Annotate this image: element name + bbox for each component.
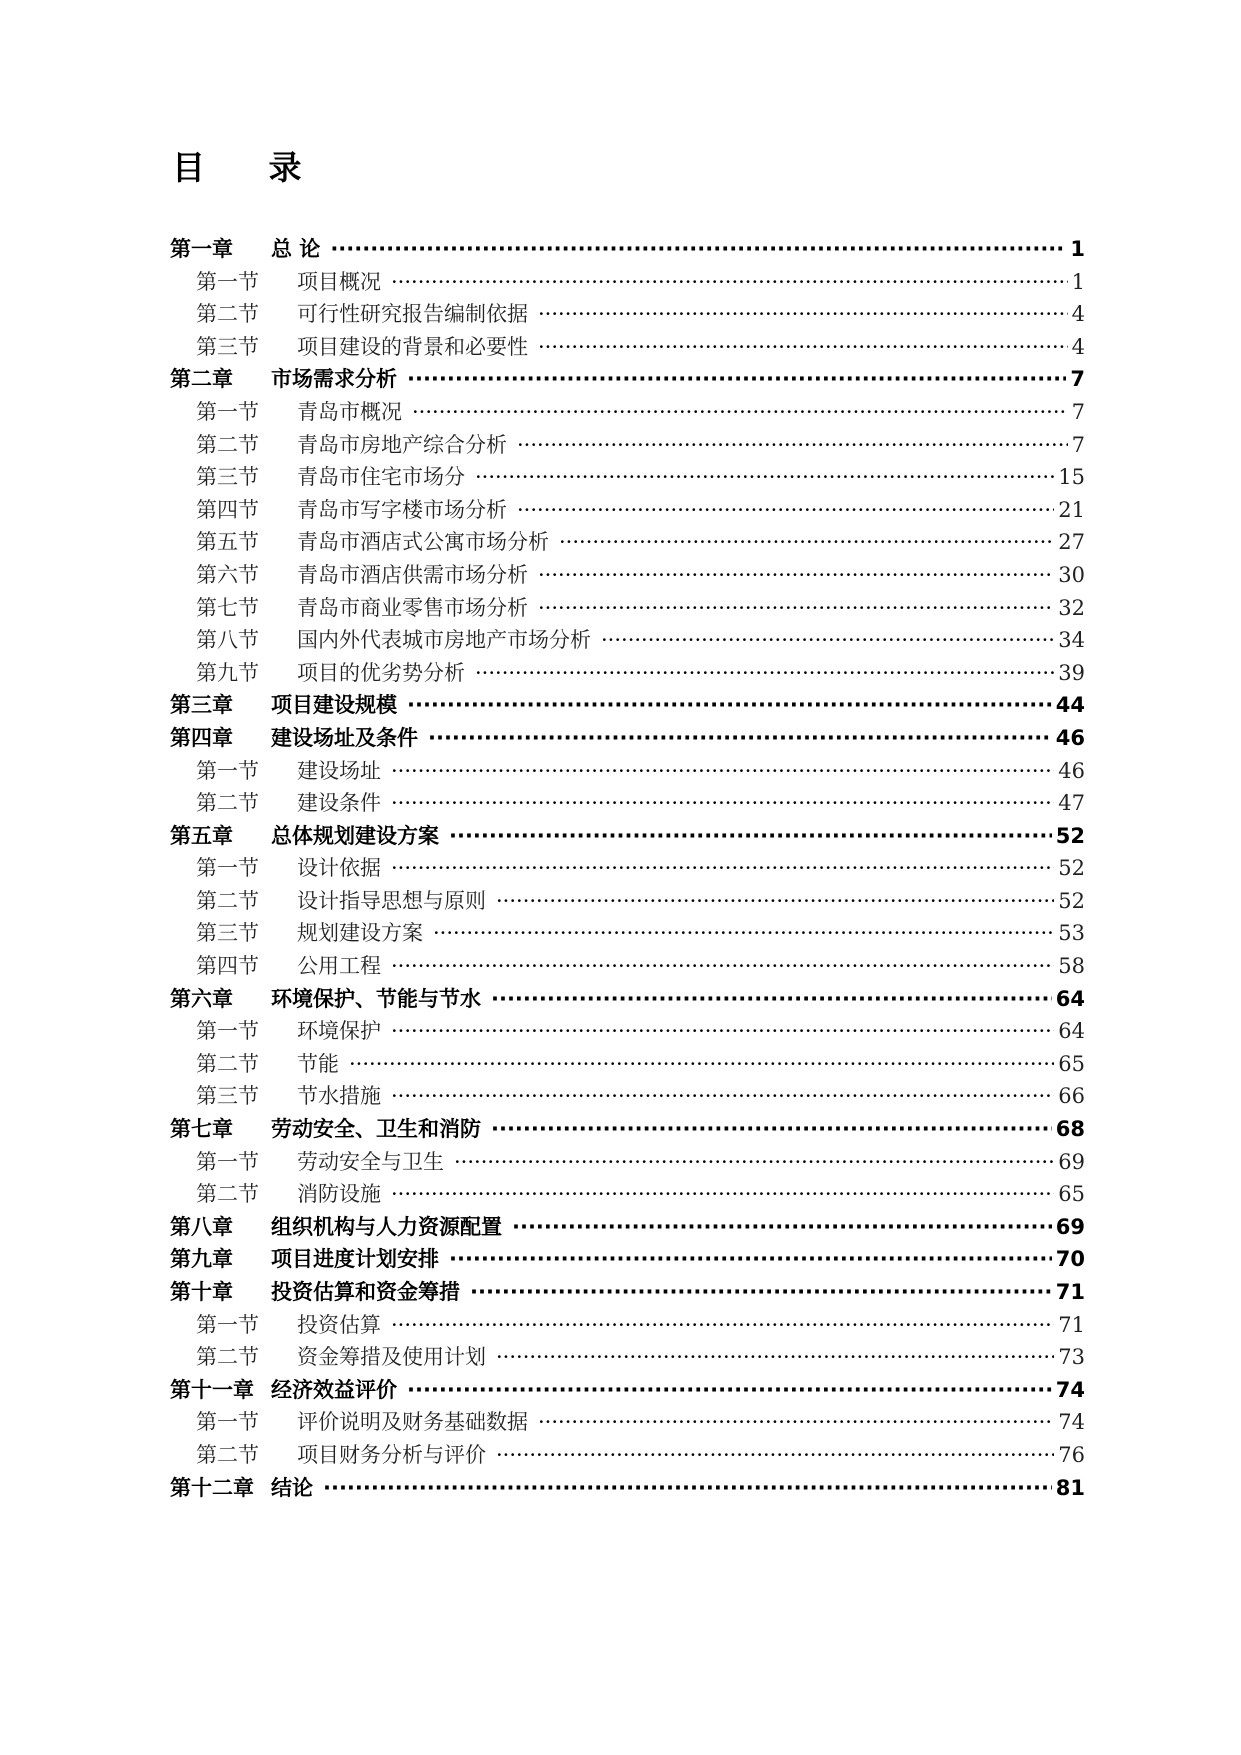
toc-page-number: 73 (1058, 1345, 1085, 1370)
toc-page-number: 4 (1071, 334, 1085, 359)
toc-dot-leader (412, 400, 1068, 424)
toc-dot-leader (491, 987, 1052, 1011)
toc-entry-title: 环境保护 (297, 1019, 381, 1044)
toc-section-entry[interactable] (170, 787, 1085, 820)
toc-entry-number: 第九节 (196, 660, 259, 685)
toc-chapter-entry[interactable] (170, 722, 1085, 755)
toc-dot-leader (407, 1378, 1052, 1402)
toc-page-number: 21 (1058, 497, 1085, 522)
toc-chapter-entry[interactable] (170, 1276, 1085, 1309)
toc-entry-number: 第二节 (196, 1182, 259, 1207)
toc-entry-number: 第二节 (196, 1345, 259, 1370)
toc-entry-title: 总体规划建设方案 (271, 823, 439, 848)
toc-entry-number: 第一节 (196, 1410, 259, 1435)
toc-page-number: 69 (1055, 1214, 1085, 1239)
toc-section-entry[interactable] (170, 1341, 1085, 1374)
toc-chapter-entry[interactable] (170, 820, 1085, 853)
toc-section-entry[interactable] (170, 1406, 1085, 1439)
toc-dot-leader (349, 1052, 1054, 1076)
toc-entry-title: 国内外代表城市房地产市场分析 (297, 628, 591, 653)
toc-section-entry[interactable] (170, 298, 1085, 331)
toc-chapter-entry[interactable] (170, 983, 1085, 1016)
toc-dot-leader (496, 1443, 1054, 1467)
toc-entry-number: 第七节 (196, 595, 259, 620)
toc-section-entry[interactable] (170, 266, 1085, 299)
toc-page-number: 4 (1071, 302, 1085, 327)
toc-dot-leader (407, 693, 1052, 717)
toc-page-number: 15 (1058, 465, 1085, 490)
toc-entry-title: 公用工程 (297, 954, 381, 979)
toc-entry-number: 第三章 (170, 693, 233, 718)
page-title: 目 录 (172, 148, 328, 187)
toc-entry-title: 结论 (271, 1475, 313, 1500)
toc-dot-leader (391, 270, 1068, 294)
toc-page-number: 7 (1070, 367, 1085, 392)
toc-section-entry[interactable] (170, 950, 1085, 983)
toc-entry-number: 第三节 (196, 921, 259, 946)
toc-entry-number: 第二节 (196, 791, 259, 816)
toc-entry-title: 青岛市商业零售市场分析 (297, 595, 528, 620)
toc-entry-title: 项目建设规模 (271, 693, 397, 718)
toc-dot-leader (559, 530, 1054, 554)
toc-dot-leader (449, 1247, 1052, 1271)
toc-dot-leader (517, 498, 1054, 522)
toc-entry-number: 第八章 (170, 1214, 233, 1239)
toc-dot-leader (407, 367, 1066, 391)
toc-entry-title: 规划建设方案 (297, 921, 423, 946)
toc-page-number: 70 (1055, 1247, 1085, 1272)
toc-section-entry[interactable] (170, 1146, 1085, 1179)
toc-dot-leader (538, 596, 1054, 620)
toc-entry-title: 项目进度计划安排 (271, 1247, 439, 1272)
toc-entry-number: 第四节 (196, 954, 259, 979)
toc-entry-number: 第十章 (170, 1280, 233, 1304)
toc-page-number: 81 (1055, 1475, 1085, 1500)
toc-entry-number: 第二节 (196, 302, 259, 327)
toc-entry-number: 第三节 (196, 465, 259, 490)
toc-dot-leader (538, 335, 1068, 359)
toc-entry-title: 项目建设的背景和必要性 (297, 334, 528, 359)
toc-page-number: 7 (1071, 432, 1085, 457)
toc-entry-title: 市场需求分析 (271, 367, 397, 392)
toc-entry-title: 投资估算和资金筹措 (271, 1280, 460, 1304)
toc-section-entry[interactable] (170, 624, 1085, 657)
toc-entry-title: 组织机构与人力资源配置 (271, 1214, 502, 1239)
toc-section-entry[interactable] (170, 1309, 1085, 1342)
toc-entry-number: 第二节 (196, 1442, 259, 1467)
toc-dot-leader (391, 791, 1054, 815)
toc-chapter-entry[interactable] (170, 363, 1085, 396)
toc-page-number: 1 (1071, 269, 1085, 294)
toc-chapter-entry[interactable] (170, 233, 1085, 266)
toc-entry-title: 青岛市概况 (297, 399, 402, 424)
toc-page-number: 66 (1058, 1084, 1085, 1109)
toc-entry-title: 建设场址 (297, 758, 381, 783)
toc-page-number: 52 (1058, 856, 1085, 881)
toc-dot-leader (491, 1117, 1052, 1141)
toc-chapter-entry[interactable] (170, 1211, 1085, 1244)
toc-section-entry[interactable] (170, 885, 1085, 918)
toc-page-number: 27 (1058, 530, 1085, 555)
toc-page-number: 71 (1055, 1280, 1085, 1304)
toc-dot-leader (496, 889, 1054, 913)
toc-dot-leader (470, 1280, 1052, 1304)
toc-page-number: 44 (1055, 693, 1085, 718)
toc-page-number: 58 (1058, 954, 1085, 979)
toc-section-entry[interactable] (170, 461, 1085, 494)
toc-page-number: 34 (1058, 628, 1085, 653)
toc-section-entry[interactable] (170, 592, 1085, 625)
toc-section-entry[interactable] (170, 331, 1085, 364)
toc-entry-number: 第一节 (196, 856, 259, 881)
toc-entry-number: 第三节 (196, 334, 259, 359)
toc-dot-leader (330, 237, 1066, 261)
toc-dot-leader (433, 921, 1054, 945)
toc-dot-leader (601, 628, 1054, 652)
toc-section-entry[interactable] (170, 494, 1085, 527)
toc-entry-title: 项目财务分析与评价 (297, 1442, 486, 1467)
toc-dot-leader (391, 856, 1054, 880)
toc-section-entry[interactable] (170, 396, 1085, 429)
toc-entry-title: 青岛市写字楼市场分析 (297, 497, 507, 522)
toc-entry-number: 第一节 (196, 1312, 259, 1337)
toc-dot-leader (391, 1084, 1054, 1108)
toc-page-number: 7 (1071, 399, 1085, 424)
toc-entry-title: 评价说明及财务基础数据 (297, 1410, 528, 1435)
toc-section-entry[interactable] (170, 1439, 1085, 1472)
toc-page-number: 1 (1070, 237, 1085, 261)
toc-entry-title: 可行性研究报告编制依据 (297, 302, 528, 327)
toc-entry-number: 第五节 (196, 530, 259, 555)
toc-dot-leader (391, 1313, 1054, 1337)
toc-entry-number: 第一节 (196, 399, 259, 424)
toc-entry-title: 青岛市住宅市场分 (297, 465, 465, 490)
toc-entry-title: 投资估算 (297, 1312, 381, 1337)
toc-dot-leader (454, 1150, 1054, 1174)
toc-chapter-entry[interactable] (170, 1374, 1085, 1407)
toc-dot-leader (391, 1182, 1054, 1206)
toc-section-entry[interactable] (170, 1048, 1085, 1081)
toc-section-entry[interactable] (170, 852, 1085, 885)
toc-section-entry[interactable] (170, 1015, 1085, 1048)
toc-dot-leader (449, 824, 1052, 848)
toc-section-entry[interactable] (170, 526, 1085, 559)
toc-page-number: 74 (1058, 1410, 1085, 1435)
toc-entry-number: 第一节 (196, 1019, 259, 1044)
toc-dot-leader (538, 563, 1054, 587)
toc-section-entry[interactable] (170, 1080, 1085, 1113)
toc-entry-number: 第二节 (196, 1051, 259, 1076)
toc-entry-title: 建设场址及条件 (271, 725, 418, 750)
toc-dot-leader (391, 759, 1054, 783)
toc-page-number: 53 (1058, 921, 1085, 946)
toc-dot-leader (538, 1410, 1054, 1434)
toc-dot-leader (323, 1476, 1052, 1500)
toc-entry-title: 项目概况 (297, 269, 381, 294)
toc-entry-title: 总 论 (271, 237, 321, 261)
toc-entry-number: 第六节 (196, 562, 259, 587)
toc-page-number: 69 (1058, 1149, 1085, 1174)
toc-chapter-entry[interactable] (170, 1243, 1085, 1276)
toc-page-number: 47 (1058, 791, 1085, 816)
toc-entry-number: 第三节 (196, 1084, 259, 1109)
toc-section-entry[interactable] (170, 755, 1085, 788)
toc-entry-number: 第一章 (170, 237, 233, 261)
toc-dot-leader (538, 302, 1068, 326)
toc-page-number: 32 (1058, 595, 1085, 620)
toc-entry-number: 第四章 (170, 725, 233, 750)
toc-entry-number: 第二节 (196, 888, 259, 913)
toc-entry-title: 设计指导思想与原则 (297, 888, 486, 913)
toc-entry-title: 劳动安全、卫生和消防 (271, 1117, 481, 1142)
toc-chapter-entry[interactable] (170, 1472, 1085, 1505)
toc-entry-title: 青岛市房地产综合分析 (297, 432, 507, 457)
toc-page-number: 30 (1058, 562, 1085, 587)
toc-dot-leader (428, 726, 1052, 750)
toc-page-number: 64 (1055, 986, 1085, 1011)
toc-page-number: 65 (1058, 1051, 1085, 1076)
toc-entry-title: 节能 (297, 1051, 339, 1076)
toc-dot-leader (496, 1345, 1054, 1369)
toc-entry-title: 资金筹措及使用计划 (297, 1345, 486, 1370)
toc-entry-number: 第七章 (170, 1117, 233, 1142)
toc-entry-title: 环境保护、节能与节水 (271, 986, 481, 1011)
toc-section-entry[interactable] (170, 429, 1085, 462)
toc-dot-leader (517, 433, 1068, 457)
toc-entry-number: 第九章 (170, 1247, 233, 1272)
toc-page-number: 76 (1058, 1442, 1085, 1467)
toc-dot-leader (391, 1019, 1054, 1043)
toc-page-number: 68 (1055, 1117, 1085, 1142)
toc-entry-title: 设计依据 (297, 856, 381, 881)
toc-entry-number: 第八节 (196, 628, 259, 653)
toc-entry-title: 经济效益评价 (271, 1377, 397, 1402)
toc-entry-title: 建设条件 (297, 791, 381, 816)
toc-entry-title: 青岛市酒店式公寓市场分析 (297, 530, 549, 555)
toc-entry-number: 第一节 (196, 269, 259, 294)
toc-chapter-entry[interactable] (170, 1113, 1085, 1146)
toc-chapter-entry[interactable] (170, 689, 1085, 722)
toc-page-number: 52 (1058, 888, 1085, 913)
toc-page-number: 65 (1058, 1182, 1085, 1207)
toc-page-number: 71 (1058, 1312, 1085, 1337)
toc-section-entry[interactable] (170, 917, 1085, 950)
toc-entry-number: 第十二章 (170, 1475, 254, 1500)
toc-page-number: 46 (1058, 758, 1085, 783)
toc-entry-number: 第五章 (170, 823, 233, 848)
toc-dot-leader (475, 661, 1054, 685)
toc-dot-leader (475, 465, 1054, 489)
toc-page-number: 74 (1055, 1377, 1085, 1402)
toc-page-number: 46 (1055, 725, 1085, 750)
toc-entry-number: 第二节 (196, 432, 259, 457)
toc-entry-number: 第一节 (196, 758, 259, 783)
toc-section-entry[interactable] (170, 657, 1085, 690)
toc-entry-title: 劳动安全与卫生 (297, 1149, 444, 1174)
toc-entry-number: 第四节 (196, 497, 259, 522)
toc-entry-number: 第二章 (170, 367, 233, 392)
toc-entry-number: 第六章 (170, 986, 233, 1011)
toc-entry-title: 项目的优劣势分析 (297, 660, 465, 685)
toc-entry-number: 第一节 (196, 1149, 259, 1174)
toc-section-entry[interactable] (170, 1178, 1085, 1211)
toc-section-entry[interactable] (170, 559, 1085, 592)
toc-entry-number: 第十一章 (170, 1377, 254, 1402)
toc-page-number: 64 (1058, 1019, 1085, 1044)
table-of-contents (170, 233, 1085, 1504)
toc-entry-title: 消防设施 (297, 1182, 381, 1207)
toc-page-number: 52 (1055, 823, 1085, 848)
toc-page-number: 39 (1058, 660, 1085, 685)
toc-entry-title: 青岛市酒店供需市场分析 (297, 562, 528, 587)
toc-dot-leader (391, 954, 1054, 978)
toc-dot-leader (512, 1215, 1052, 1239)
toc-entry-title: 节水措施 (297, 1084, 381, 1109)
